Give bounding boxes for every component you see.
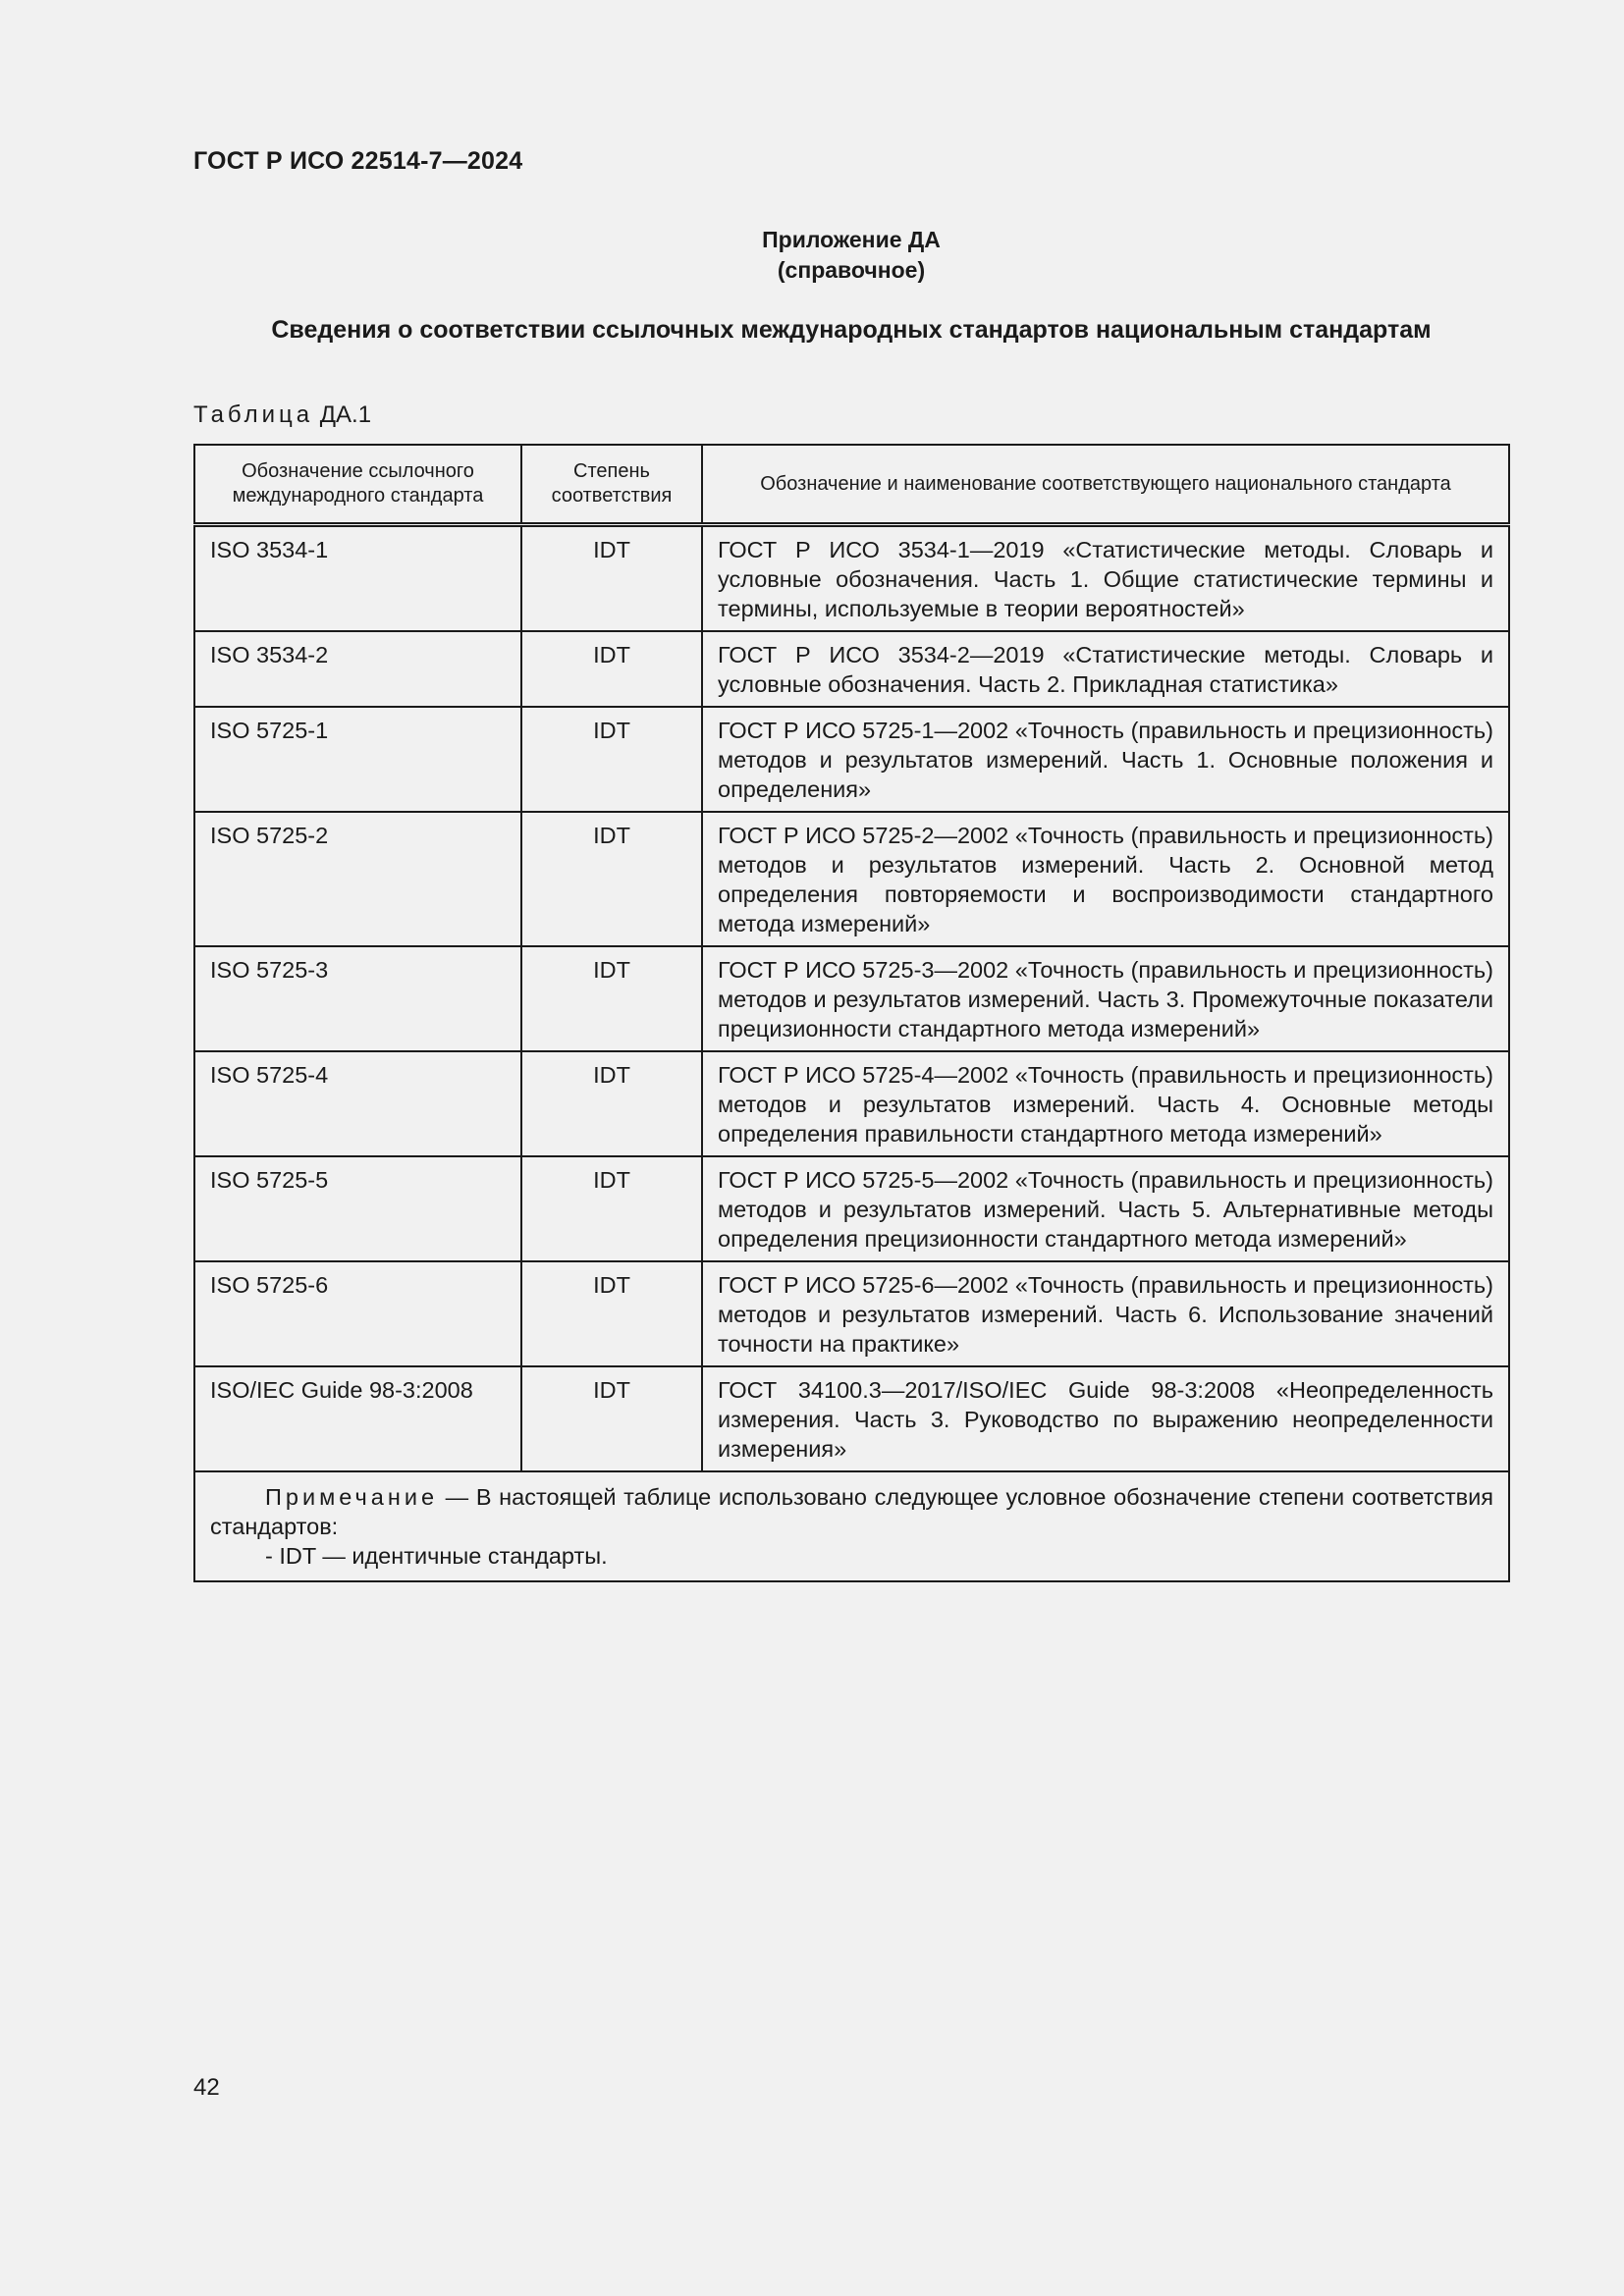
international-standard-cell: ISO 5725-6 [194, 1261, 521, 1366]
table-note [194, 1471, 1509, 1581]
national-standard-cell: ГОСТ Р ИСО 3534-1—2019 «Статистические методы. Словарь и условные обозначения. Часть 1. Общие статистические термины и термины, используемые в теории вероятностей» [702, 525, 1509, 632]
page-number: 42 [193, 2074, 220, 2101]
table-row [194, 1051, 1509, 1156]
note-label: Примечание [265, 1484, 439, 1510]
table-caption-number: ДА.1 [319, 401, 372, 428]
degree-cell: IDT [521, 631, 702, 707]
table-caption-word: Таблица [193, 401, 314, 428]
national-standard-cell: ГОСТ Р ИСО 5725-5—2002 «Точность (правильность и прецизионность) методов и результатов измерений. Часть 5. Альтернативные методы определения прецизионности стандартного метода измерений» [702, 1156, 1509, 1261]
section-title: Сведения о соответствии ссылочных международных стандартов национальным стандартам [271, 316, 1432, 344]
international-standard-cell: ISO/IEC Guide 98-3:2008 [194, 1366, 521, 1471]
national-standard-cell: ГОСТ Р ИСО 3534-2—2019 «Статистические методы. Словарь и условные обозначения. Часть 2. Прикладная статистика» [702, 631, 1509, 707]
table-row [194, 631, 1509, 707]
table-row [194, 1156, 1509, 1261]
international-standard-cell: ISO 5725-3 [194, 946, 521, 1051]
table-row [194, 525, 1509, 632]
degree-cell: IDT [521, 1261, 702, 1366]
international-standard-cell: ISO 3534-1 [194, 525, 521, 632]
national-standard-cell: ГОСТ Р ИСО 5725-3—2002 «Точность (правильность и прецизионность) методов и результатов измерений. Часть 3. Промежуточные показатели прецизионности стандартного метода измерений» [702, 946, 1509, 1051]
document-header: ГОСТ Р ИСО 22514-7—2024 [193, 147, 523, 175]
table-row [194, 946, 1509, 1051]
standards-table [193, 444, 1510, 1582]
table-note-row [194, 1471, 1509, 1581]
degree-cell: IDT [521, 946, 702, 1051]
note-text: — В настоящей таблице использовано следующее условное обозначение степени соответствия стандартов: [210, 1484, 1493, 1539]
international-standard-cell: ISO 5725-1 [194, 707, 521, 812]
national-standard-cell: ГОСТ 34100.3—2017/ISO/IEC Guide 98-3:2008 «Неопределенность измерения. Часть 3. Руководство по выражению неопределенности измерения» [702, 1366, 1509, 1471]
appendix-subtitle: (справочное) [777, 257, 926, 283]
degree-cell: IDT [521, 812, 702, 946]
national-standard-cell: ГОСТ Р ИСО 5725-4—2002 «Точность (правильность и прецизионность) методов и результатов измерений. Часть 4. Основные методы определения правильности стандартного метода измерений» [702, 1051, 1509, 1156]
column-header-national: Обозначение и наименование соответствующего национального стандарта [702, 445, 1509, 525]
international-standard-cell: ISO 5725-2 [194, 812, 521, 946]
column-header-degree: Степень соответствия [521, 445, 702, 525]
degree-cell: IDT [521, 525, 702, 632]
note-item: - IDT — идентичные стандарты. [265, 1543, 608, 1569]
international-standard-cell: ISO 5725-4 [194, 1051, 521, 1156]
table-row [194, 1261, 1509, 1366]
international-standard-cell: ISO 5725-5 [194, 1156, 521, 1261]
table-row [194, 812, 1509, 946]
national-standard-cell: ГОСТ Р ИСО 5725-2—2002 «Точность (правильность и прецизионность) методов и результатов измерений. Часть 2. Основной метод определения повторяемости и воспроизводимости стандартного метода измерений» [702, 812, 1509, 946]
table-row [194, 1366, 1509, 1471]
degree-cell: IDT [521, 1366, 702, 1471]
table-header-row [194, 445, 1509, 525]
column-header-international: Обозначение ссылочного международного стандарта [194, 445, 521, 525]
appendix-title: Приложение ДА [762, 227, 941, 252]
degree-cell: IDT [521, 1156, 702, 1261]
degree-cell: IDT [521, 1051, 702, 1156]
national-standard-cell: ГОСТ Р ИСО 5725-6—2002 «Точность (правильность и прецизионность) методов и результатов измерений. Часть 6. Использование значений точности на практике» [702, 1261, 1509, 1366]
international-standard-cell: ISO 3534-2 [194, 631, 521, 707]
degree-cell: IDT [521, 707, 702, 812]
appendix-heading [0, 225, 1624, 286]
table-row [194, 707, 1509, 812]
national-standard-cell: ГОСТ Р ИСО 5725-1—2002 «Точность (правильность и прецизионность) методов и результатов измерений. Часть 1. Основные положения и определения» [702, 707, 1509, 812]
table-caption [193, 401, 371, 429]
